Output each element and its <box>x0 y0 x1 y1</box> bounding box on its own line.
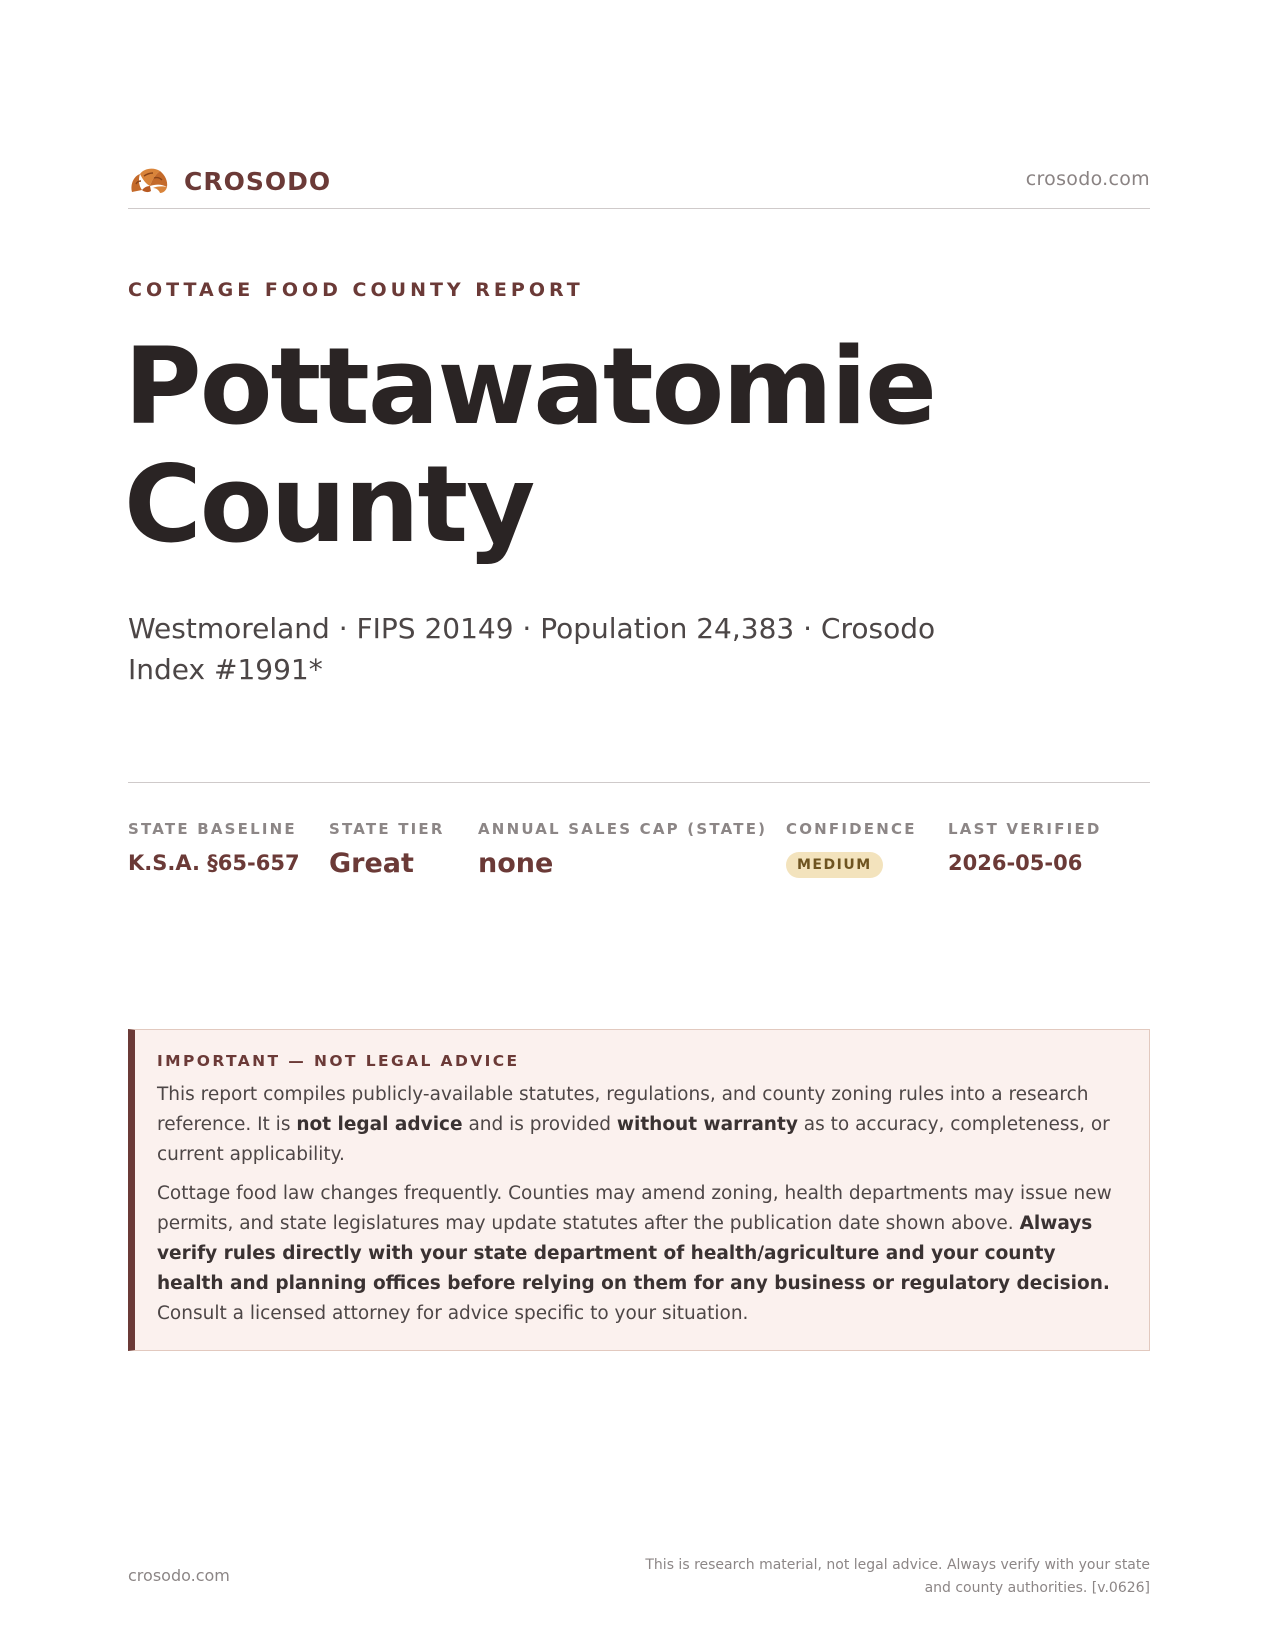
stat-value: none <box>478 848 554 879</box>
notice-text: This report compiles publicly-available statutes, regulations, and county zoning rules into a research reference. It is <box>157 1084 1089 1135</box>
stat-confidence <box>786 820 917 878</box>
stat-sales-cap <box>478 820 767 879</box>
notice-text: Cottage food law changes frequently. Counties may amend zoning, health departments may issue new permits, and state legislatures may update statutes after the publication date shown above. <box>157 1183 1112 1234</box>
notice-emphasis: without warranty <box>616 1114 798 1135</box>
stat-state-tier <box>329 820 445 879</box>
stat-value: K.S.A. §65-657 <box>128 851 300 875</box>
brand-name: CROSODO <box>184 166 332 196</box>
page-header <box>128 156 1150 209</box>
brand[interactable] <box>128 162 331 200</box>
stat-label: STATE BASELINE <box>128 820 297 838</box>
report-eyebrow: COTTAGE FOOD COUNTY REPORT <box>128 279 584 301</box>
notice-emphasis: not legal advice <box>296 1114 463 1135</box>
title-line-1: Pottawatomie <box>124 325 936 448</box>
legal-notice <box>128 1029 1150 1351</box>
county-subtitle: Westmoreland · FIPS 20149 · Population 24,383 · Crosodo Index #1991* <box>128 612 936 686</box>
stat-label: CONFIDENCE <box>786 820 917 838</box>
croissant-icon <box>128 162 170 200</box>
report-page <box>124 0 1150 1650</box>
footer-disclaimer-line-1: This is research material, not legal advice. Always verify with your state <box>645 1557 1150 1573</box>
stat-label: ANNUAL SALES CAP (STATE) <box>478 820 768 838</box>
stat-label: STATE TIER <box>329 820 445 838</box>
stat-state-baseline <box>128 820 300 875</box>
footer-site-link[interactable]: crosodo.com <box>128 1566 230 1585</box>
notice-text: Consult a licensed attorney for advice specific to your situation. <box>157 1303 749 1324</box>
footer-disclaimer-line-2: and county authorities. [v.0626] <box>924 1580 1150 1596</box>
stat-label: LAST VERIFIED <box>948 820 1102 838</box>
notice-text: and is provided <box>462 1114 617 1135</box>
stat-value: 2026-05-06 <box>948 851 1083 875</box>
footer-disclaimer <box>610 1554 1150 1600</box>
stat-value: Great <box>329 848 414 879</box>
notice-paragraph-1 <box>157 1080 1127 1170</box>
notice-text: as to accuracy, completeness, or current applicability. <box>157 1114 1110 1165</box>
stats-divider <box>128 782 1150 783</box>
header-site-link[interactable]: crosodo.com <box>1025 168 1150 190</box>
title-line-2: County <box>124 443 534 566</box>
page-title <box>124 325 1124 566</box>
notice-heading: IMPORTANT — NOT LEGAL ADVICE <box>157 1052 520 1070</box>
stat-last-verified <box>948 820 1102 875</box>
notice-paragraph-2 <box>157 1179 1127 1329</box>
notice-emphasis: Always verify rules directly with your state department of health/agriculture and your county health and planning offices before relying on them for any business or regulatory decision. <box>157 1213 1110 1294</box>
confidence-badge: MEDIUM <box>786 852 883 878</box>
